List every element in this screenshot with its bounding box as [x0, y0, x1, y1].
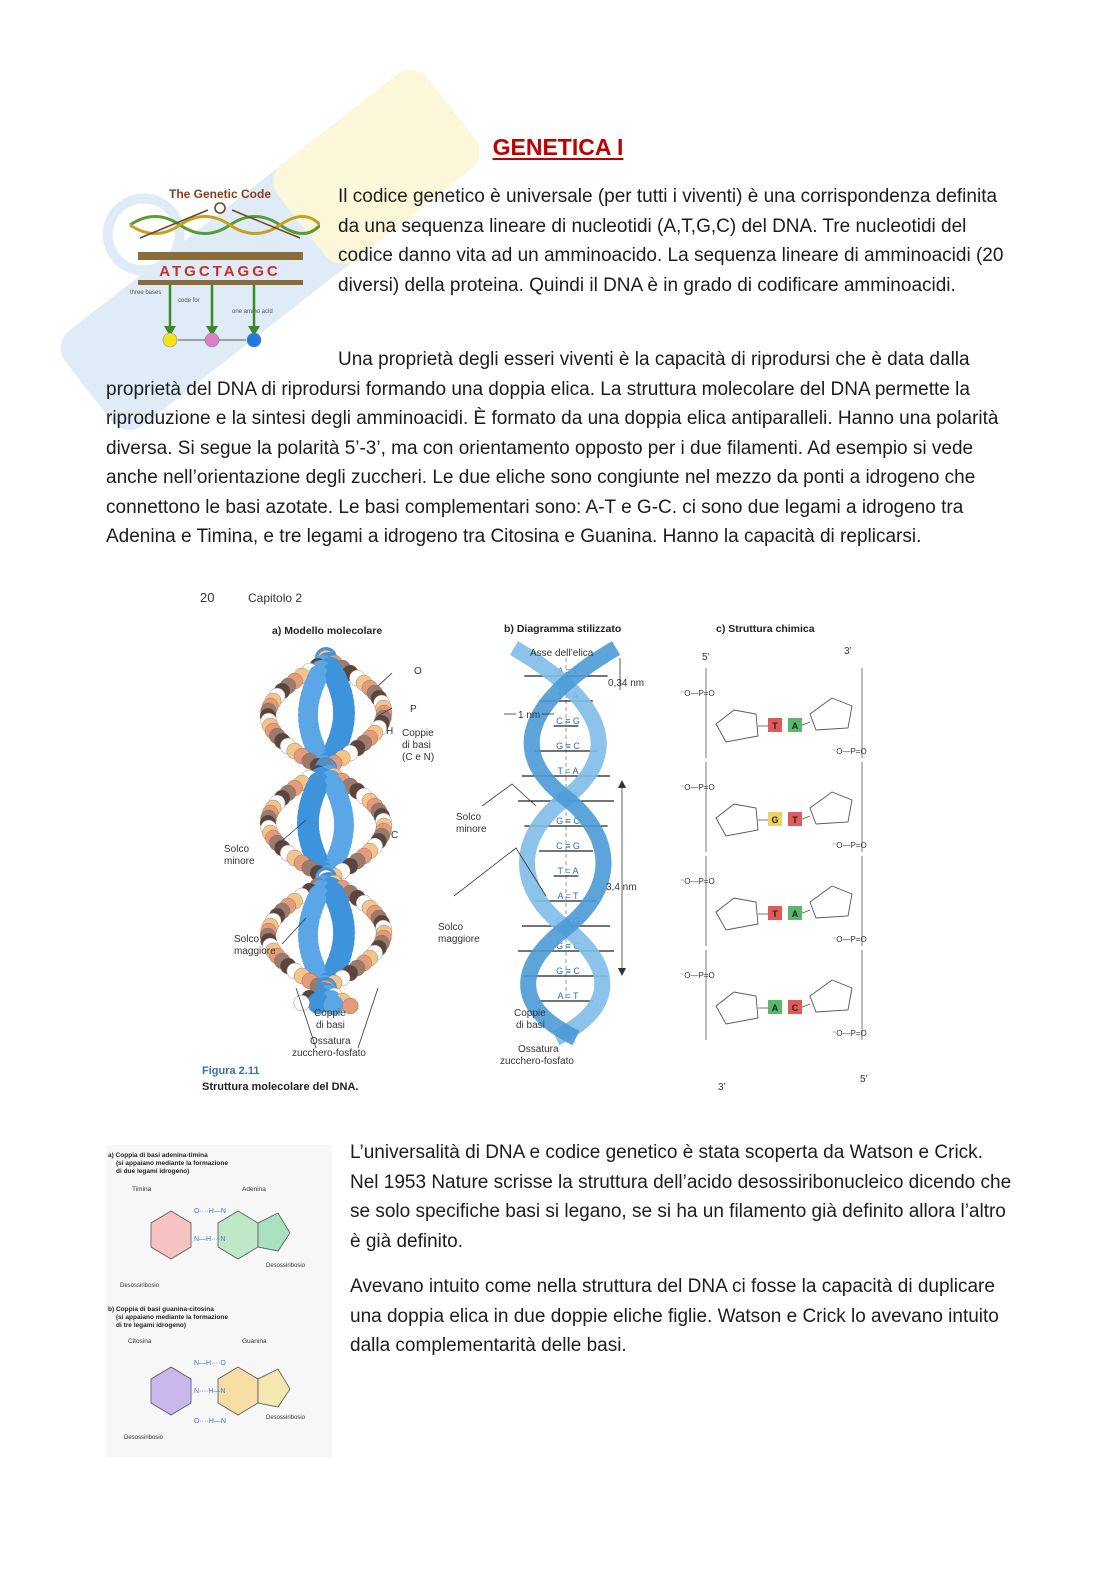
helix-pair-label: A = T	[557, 666, 579, 676]
svg-text:O····H—N: O····H—N	[194, 1418, 226, 1425]
helix-pair-label: C ≡ G	[556, 916, 580, 926]
svg-text:⁻O—P=O: ⁻O—P=O	[832, 841, 867, 850]
pairs-title-b-2: (si appaiano mediante la formazione	[116, 1314, 228, 1321]
paragraph-1: Il codice genetico è universale (per tutti i viventi) è una corrispondenza definita da una sequenza lineare di nucleotidi (A,T,G,C) del DNA. Tre nucleotidi del codice danno vita ad un amminoacido. La sequenza lineare di amminoacidi (20 diversi) della proteina. Quindi il DNA è in grado di codificare amminoacidi.	[338, 186, 1004, 296]
label-solco-minore-b-2: minore	[456, 824, 487, 835]
label-o: O	[414, 666, 422, 677]
label-solco-minore-a-2: minore	[224, 856, 255, 867]
helix-pair-label: A = T	[557, 791, 579, 801]
label-1-nm: 1 nm	[518, 710, 541, 721]
molecular-model	[260, 647, 392, 1015]
svg-text:⁻O—P=O: ⁻O—P=O	[680, 971, 715, 980]
chem-base-left: T	[772, 721, 778, 731]
dna-structure-figure	[196, 588, 896, 1098]
label-ossatura-a-2: zucchero-fosfato	[292, 1048, 366, 1059]
svg-text:⁻O—P=O: ⁻O—P=O	[680, 689, 715, 698]
pairs-title-a-2: (si appaiano mediante la formazione	[116, 1160, 228, 1167]
chapter-label: Capitolo 2	[248, 591, 303, 605]
pairs-title-b: b) Coppia di basi guanina-citosina	[108, 1306, 214, 1313]
label-p: P	[410, 704, 417, 715]
label-code-for: code for	[178, 298, 200, 304]
label-coppie-a: Coppie	[314, 1008, 346, 1019]
chem-base-right: C	[791, 1003, 799, 1013]
panel-a-title: a) Modello molecolare	[272, 625, 383, 637]
label-coppie-b-2: di basi	[516, 1020, 545, 1031]
pairs-title-a: a) Coppia di basi adenina-timina	[108, 1152, 208, 1159]
svg-text:O····H—N: O····H—N	[194, 1208, 226, 1215]
svg-text:⁻O—P=O: ⁻O—P=O	[832, 935, 867, 944]
panel-b-title: b) Diagramma stilizzato	[504, 623, 622, 635]
paragraph-4: Avevano intuito come nella struttura del DNA ci fosse la capacità di duplicare una doppia elica in due doppie eliche figlie. Watson e Crick lo avevano intuito dalla complementarità delle basi.	[350, 1276, 999, 1356]
label-ossatura-b-2: zucchero-fosfato	[500, 1056, 574, 1067]
chem-base-right: A	[791, 909, 799, 919]
label-3prime-bottom: 3’	[718, 1082, 726, 1093]
label-solco-minore-b: Solco	[456, 812, 482, 823]
helix-pair-label: G ≡ C	[556, 816, 580, 826]
helix-pair-label: G ≡ C	[556, 966, 580, 976]
label-5prime-bottom: 5’	[860, 1074, 868, 1085]
label-ossatura-b: Ossatura	[518, 1044, 559, 1055]
helix-pair-label: G ≡ C	[556, 941, 580, 951]
chemical-structure	[680, 668, 867, 1040]
label-coppie-a-2: di basi	[316, 1020, 345, 1031]
paragraph-2	[106, 345, 1010, 552]
label-timina: Timina	[132, 1186, 152, 1193]
chem-base-left: A	[771, 1003, 779, 1013]
chem-base-right: A	[791, 721, 799, 731]
chem-base-right: T	[792, 815, 798, 825]
svg-text:⁻O—P=O: ⁻O—P=O	[832, 747, 867, 756]
helix-pair-label: T = A	[557, 766, 579, 776]
svg-text:N—H····N: N—H····N	[194, 1236, 226, 1243]
label-desossiribosio-a1: Desossiribosio	[120, 1283, 160, 1289]
label-c: C	[391, 830, 399, 841]
page-number: 20	[200, 590, 215, 605]
label-solco-maggiore-b-2: maggiore	[438, 934, 480, 945]
label-solco-minore-a: Solco	[224, 844, 250, 855]
pairs-title-b-3: di tre legami idrogeno)	[116, 1322, 187, 1329]
label-coppie-cn-3: (C e N)	[402, 752, 435, 763]
helix-pair-label: G ≡ C	[556, 741, 580, 751]
label-5prime-top: 5’	[702, 652, 710, 663]
label-034-nm: 0,34 nm	[608, 678, 645, 689]
genetic-code-title: The Genetic Code	[168, 187, 272, 201]
stylized-helix	[514, 648, 616, 1038]
label-asse-elica: Asse dell’elica	[530, 648, 594, 659]
figure-label: Figura 2.11	[202, 1065, 260, 1077]
svg-text:⁻O—P=O: ⁻O—P=O	[680, 783, 715, 792]
label-adenina: Adenina	[242, 1186, 266, 1193]
label-amino: one amino acid	[232, 309, 273, 315]
helix-pair-label: A = T	[557, 991, 579, 1001]
label-coppie-cn-2: di basi	[402, 740, 431, 751]
paragraph-2-text: Una proprietà degli esseri viventi è la capacità di riprodursi che è data dalla proprietà del DNA di riprodursi formando una doppia elica. La struttura molecolare del DNA permette la riproduzione e la sintesi degli amminoacidi. È formato da una doppia elica antiparalleli. Hanno una polarità diversa. Si segue la polarità 5’-3’, ma con orientamento opposto per i due filamenti. Ad esempio si vede anche nell’orientazione degli zuccheri. Le due eliche sono congiunte nel mezzo da ponti a idrogeno che connettono le basi azotate. Le basi complementari sono: A-T e G-C. ci sono due legami a idrogeno tra Adenina e Timina, e tre legami a idrogeno tra Citosina e Guanina. Hanno la capacità di replicarsi.	[106, 349, 999, 547]
svg-text:N····H—N: N····H—N	[194, 1388, 226, 1395]
label-3prime-top: 3’	[844, 646, 852, 657]
figure-caption: Struttura molecolare del DNA.	[202, 1081, 359, 1093]
svg-text:⁻O—P=O: ⁻O—P=O	[832, 1029, 867, 1038]
helix-pair-label: C ≡ G	[556, 841, 580, 851]
panel-c-title: c) Struttura chimica	[716, 623, 815, 635]
genetic-code-sequence: ATGCTAGGC	[159, 263, 281, 280]
helix-pair-label: T = A	[557, 691, 579, 701]
label-solco-maggiore-a-2: maggiore	[234, 946, 276, 957]
helix-pair-label: A = T	[557, 891, 579, 901]
pairs-title-a-3: di due legami idrogeno)	[116, 1168, 190, 1175]
label-desossiribosio-a2: Desossiribosio	[266, 1263, 306, 1269]
page-title: GENETICA I	[492, 134, 624, 160]
paragraph-3: L’universalità di DNA e codice genetico è stata scoperta da Watson e Crick. Nel 1953 Nature scrisse la struttura dell’acido desossiribonucleico dicendo che se solo specifiche basi si legano, se si ha un filamento già definito allora l’altro è già definito.	[350, 1142, 1012, 1252]
label-solco-maggiore-b: Solco	[438, 922, 464, 933]
label-desossiribosio-b1: Desossiribosio	[124, 1435, 164, 1441]
label-solco-maggiore-a: Solco	[234, 934, 260, 945]
base-pairs-figure	[106, 1145, 332, 1457]
label-coppie-b: Coppie	[514, 1008, 546, 1019]
helix-pair-label: T = A	[557, 866, 579, 876]
label-ossatura-a: Ossatura	[310, 1036, 351, 1047]
svg-text:N—H····O: N—H····O	[194, 1360, 226, 1367]
genetic-code-figure	[120, 180, 320, 355]
label-guanina: Guanina	[242, 1338, 267, 1345]
label-34-nm: 3,4 nm	[606, 882, 637, 893]
chem-base-left: T	[772, 909, 778, 919]
label-coppie-cn: Coppie	[402, 728, 434, 739]
label-three-bases: three bases	[130, 290, 162, 296]
label-desossiribosio-b2: Desossiribosio	[266, 1415, 306, 1421]
svg-text:⁻O—P=O: ⁻O—P=O	[680, 877, 715, 886]
helix-pair-label: C ≡ G	[556, 716, 580, 726]
label-h: H	[386, 726, 394, 737]
chem-base-left: G	[771, 815, 779, 825]
label-citosina: Citosina	[128, 1338, 152, 1345]
